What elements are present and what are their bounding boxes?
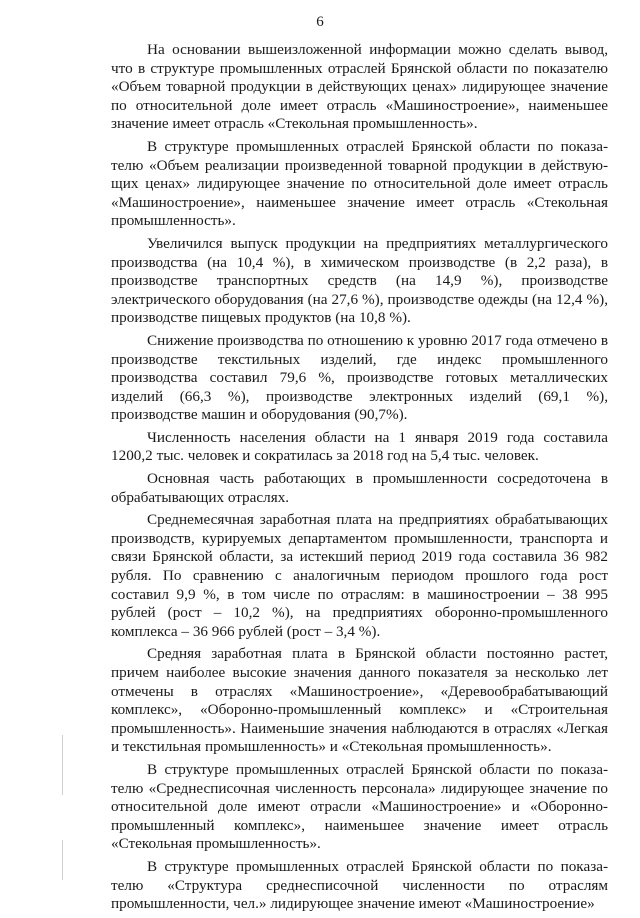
paragraph-sales-volume-structure: В структуре промышленных отраслей Брянской области по показателю «Объем реализации произведенной товарной продукции в действующих ценах» лидирующее значение по относительной доле имеет отрасль «Машиностроение», наименьшее значение имеет отрасль «Стекольная промышленность». <box>111 137 608 230</box>
paragraph-workforce-concentration: Основная часть работающих в промышленности сосредоточена в обрабатывающих отраслях. <box>111 470 608 506</box>
paragraph-headcount-structure: В структуре промышленных отраслей Брянской области по показателю «Среднесписочная численность персонала» лидирующее значение по относительной доле имеют отрасли «Машиностроение» и «Оборонно-промышленный комплекс», наименьшее значение имеет отрасль «Стекольная промышленность». <box>111 760 608 853</box>
paragraph-production-growth: Увеличился выпуск продукции на предприятиях металлургического производства (на 10,4 %), в химическом производстве (в 2,2 раза), в производстве транспортных средств (на 14,9 %), производстве электрического оборудования (на 27,6 %), производстве одежды (на 12,4 %), производстве пищевых продуктов (на 10,8 %). <box>111 234 608 327</box>
document-body <box>111 41 608 918</box>
page-number: 6 <box>316 14 324 30</box>
paragraph-production-decline: Снижение производства по отношению к уровню 2017 года отмечено в производстве текстильных изделий, где индекс промышленного производства составил 79,6 %, производстве готовых металлических изделий (66,3 %), производстве электронных изделий (69,1 %), производстве машин и оборудования (90,7%). <box>111 331 608 424</box>
paragraph-conclusion-commodity-output: На основании вышеизложенной информации можно сделать вывод, что в структуре промышленных отраслей Брянской области по показателю «Объем товарной продукции в действующих ценах» лидирующее значение по относительной доле имеет отрасль «Машиностроение», наименьшее значение имеет отрасль «Стекольная промышленность». <box>111 41 608 133</box>
scan-edge-mark-lower <box>62 840 63 880</box>
paragraph-population: Численность населения области на 1 января 2019 года составила 1200,2 тыс. человек и сократилась за 2018 год на 5,4 тыс. человек. <box>111 428 608 465</box>
paragraph-average-monthly-wage: Среднемесячная заработная плата на предприятиях обрабатывающих производств, курируемых департаментом промышленности, транспорта и связи Брянской области, за истекший период 2019 года составила 36 982 рубля. По сравнению с аналогичным периодом прошлого года рост составил 9,9 %, в том числе по отраслям: в машиностроении – 38 995 рублей (рост – 10,2 %), на предприятиях оборонно-промышленного комплекса – 36 966 рублей (рост – 3,4 %). <box>111 511 608 640</box>
scan-edge-mark <box>62 735 63 795</box>
paragraph-wage-by-industry: Средняя заработная плата в Брянской области постоянно растет, причем наиболее высокие значения данного показателя за несколько лет отмечены в отраслях «Машиностроение», «Деревообрабатывающий комплекс», «Оборонно-промышленный комплекс» и «Строительная промышленность». Наименьшие значения наблюдаются в отраслях «Легкая и текстильная промышленность» и «Стекольная промышленность». <box>111 645 608 756</box>
paragraph-headcount-by-industry: В структуре промышленных отраслей Брянской области по показателю «Структура среднесписочной численности по отраслям промышленности, чел.» лидирующее значение имеют «Машиностроение» <box>111 857 608 913</box>
